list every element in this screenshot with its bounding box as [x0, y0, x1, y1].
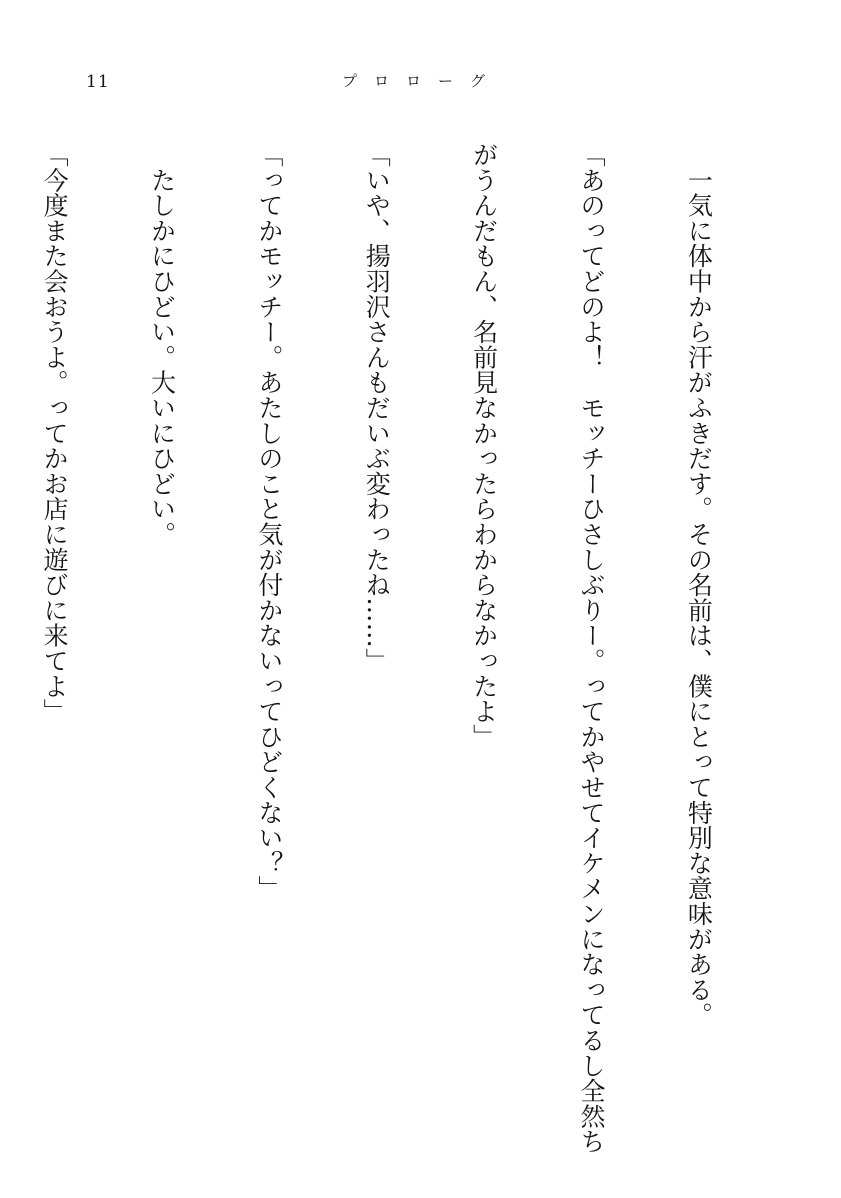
body-text [40, 142, 788, 1154]
running-head: プロローグ [342, 72, 503, 90]
text-line-1: 一気に体中から汗がふきだす。その名前は、僕にとって特別な意味がある。 [684, 142, 714, 1028]
text-line-3: がうんだもん、名前見なかったらわからなかったよ」 [469, 142, 499, 750]
text-line-6: たしかにひどい。大いにひどい。 [147, 142, 177, 547]
text-line-7: 「今度また会おうよ。ってかお店に遊びに来てよ」 [40, 142, 70, 724]
text-line-2: 「あのってどのよ！ モッチーひさしぶりー。ってかやせてイケメンになってるし全然ち [577, 142, 607, 1154]
text-line-4: 「いや、揚羽沢さんもだいぶ変わったね……」 [362, 142, 392, 674]
page-number: 11 [86, 72, 110, 92]
text-line-5: 「ってかモッチー。あたしのこと気が付かないってひどくない？」 [254, 142, 284, 901]
